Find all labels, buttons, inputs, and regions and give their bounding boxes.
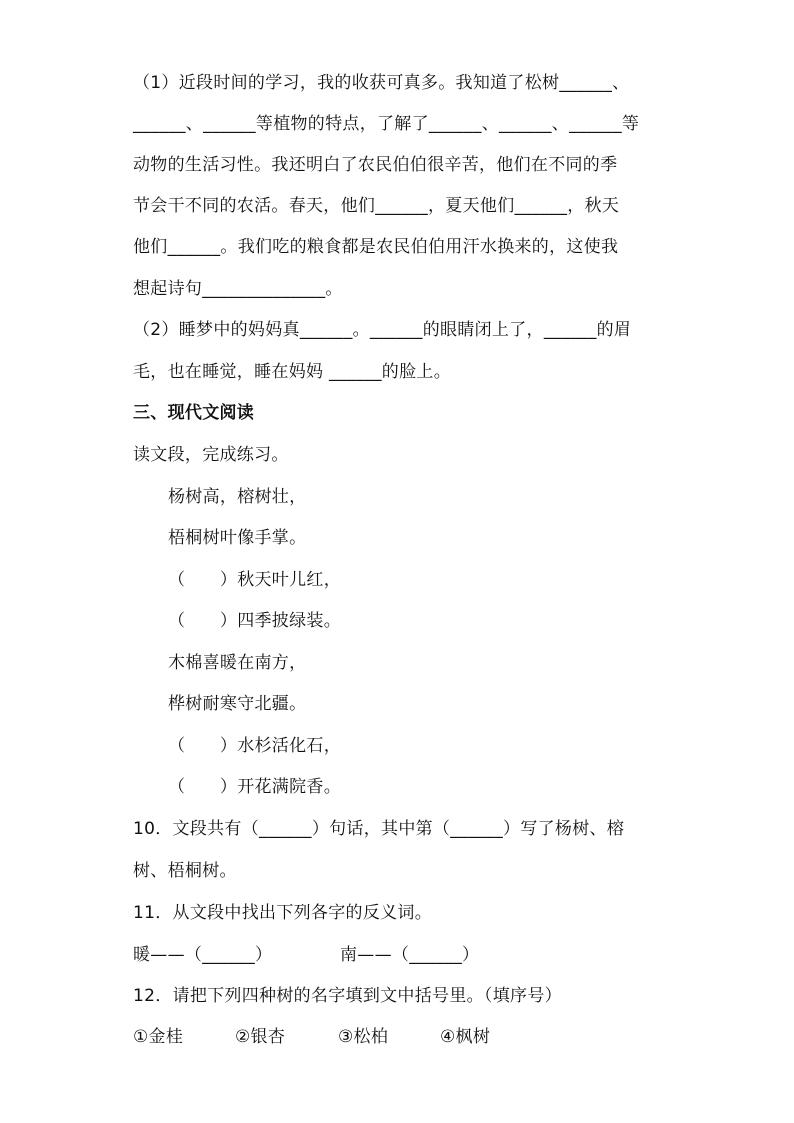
q1-line-6: 想起诗句______________。 bbox=[133, 279, 343, 299]
q10-line-2: 树、梧桐树。 bbox=[133, 861, 237, 881]
q12-line-1: 12．请把下列四种树的名字填到文中括号里。（填序号） bbox=[133, 986, 562, 1006]
q2-line-2: 毛，也在睡觉，睡在妈妈 ______的脸上。 bbox=[133, 362, 452, 382]
poem-line: 梧桐树叶像手掌。 bbox=[168, 528, 307, 548]
poem-line: （ ）水杉活化石， bbox=[168, 736, 341, 756]
q12-option: ④枫树 bbox=[440, 1027, 491, 1047]
q1-line-3: 动物的生活习性。我还明白了农民伯伯很辛苦，他们在不同的季 bbox=[133, 155, 618, 175]
q1-line-1: （1）近段时间的学习，我的收获可真多。我知道了松树______、 bbox=[133, 73, 630, 93]
poem-line: （ ）秋天叶儿红， bbox=[168, 570, 341, 590]
poem-line: 桦树耐寒守北疆。 bbox=[168, 694, 307, 714]
q2-line-1: （2）睡梦中的妈妈真______。______的眼睛闭上了，______的眉 bbox=[133, 320, 632, 340]
q12-option: ②银杏 bbox=[235, 1027, 286, 1047]
q10-line-1: 10．文段共有（______）句话，其中第（______）写了杨树、榕 bbox=[133, 819, 625, 839]
poem-line: （ ）开花满院香。 bbox=[168, 777, 341, 797]
q11-antonym-south: 南——（______） bbox=[340, 945, 480, 965]
poem-line: 杨树高，榕树壮， bbox=[168, 487, 307, 507]
poem-line: （ ）四季披绿装。 bbox=[168, 611, 341, 631]
q11-line-1: 11．从文段中找出下列各字的反义词。 bbox=[133, 903, 433, 923]
q12-option: ③松柏 bbox=[338, 1027, 389, 1047]
section-heading: 三、现代文阅读 bbox=[133, 403, 255, 423]
q11-antonym-warm: 暖——（______） bbox=[133, 945, 273, 965]
q1-line-5: 他们______。我们吃的粮食都是农民伯伯用汗水换来的，这使我 bbox=[133, 237, 619, 257]
q1-line-2: ______、______等植物的特点，了解了______、______、______等 bbox=[133, 114, 640, 134]
poem-line: 木棉喜暖在南方， bbox=[168, 653, 307, 673]
q1-line-4: 节会干不同的农活。春天，他们______，夏天他们______，秋天 bbox=[133, 196, 620, 216]
section-intro: 读文段，完成练习。 bbox=[133, 445, 289, 465]
q12-option: ①金桂 bbox=[133, 1027, 184, 1047]
